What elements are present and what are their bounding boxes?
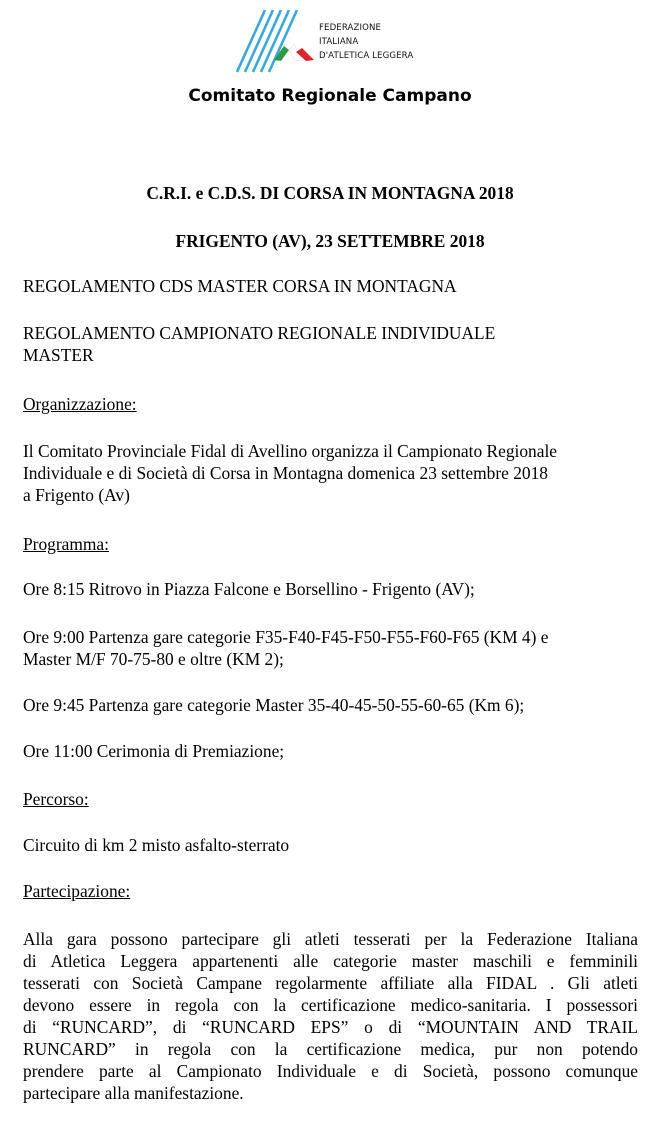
- organizzazione-paragraph: [23, 440, 638, 506]
- fidal-logo-text: [319, 21, 416, 63]
- partecipazione-line: Alla gara possono partecipare gli atleti tesserati per la Federazione Italiana: [23, 929, 638, 949]
- regolamento-individuale-line1: REGOLAMENTO CAMPIONATO REGIONALE INDIVIDUALE: [23, 323, 496, 343]
- organizzazione-line: a Frigento (Av): [23, 485, 130, 505]
- partecipazione-line: tesserati con Società Campane regolarmente affiliate alla FIDAL . Gli atleti: [23, 973, 638, 993]
- organizzazione-heading: Organizzazione:: [23, 394, 137, 414]
- fidal-blue-stripes: [237, 10, 297, 72]
- organizzazione-line: Il Comitato Provinciale Fidal di Avellino organizza il Campionato Regionale: [23, 441, 558, 461]
- programma-item-premiazione: Ore 11:00 Cerimonia di Premiazione;: [23, 741, 285, 761]
- programma-item-line: Ore 9:00 Partenza gare categorie F35-F40-F45-F50-F55-F60-F65 (KM 4) e: [23, 627, 549, 647]
- programma-item-partenza-femminile: [23, 626, 638, 670]
- partecipazione-line: partecipare alla manifestazione.: [23, 1083, 244, 1103]
- partecipazione-line: devono essere in regola con la certificazione medico-sanitaria. I possessori: [23, 995, 638, 1015]
- event-place-date: FRIGENTO (AV), 23 SETTEMBRE 2018: [175, 231, 485, 251]
- programma-item-ritrovo: Ore 8:15 Ritrovo in Piazza Falcone e Borsellino - Frigento (AV);: [23, 579, 475, 599]
- regolamento-cds: REGOLAMENTO CDS MASTER CORSA IN MONTAGNA: [23, 276, 457, 296]
- partecipazione-line: di “RUNCARD”, di “RUNCARD EPS” o di “MOUNTAIN AND TRAIL: [23, 1017, 638, 1037]
- partecipazione-line: RUNCARD” in regola con la certificazione medica, pur non potendo: [23, 1039, 638, 1059]
- percorso-heading: Percorso:: [23, 789, 89, 809]
- partecipazione-line: prendere parte al Campionato Individuale e di Società, possono comunque: [23, 1061, 638, 1081]
- fidal-logo-line1: FEDERAZIONE ITALIANA: [319, 23, 382, 47]
- fidal-logo: [236, 8, 416, 76]
- partecipazione-paragraph: [23, 928, 638, 1104]
- organizzazione-line: Individuale e di Società di Corsa in Montagna domenica 23 settembre 2018: [23, 463, 548, 483]
- programma-item-partenza-master: Ore 9:45 Partenza gare categorie Master 35-40-45-50-55-60-65 (Km 6);: [23, 695, 525, 715]
- regolamento-individuale: [23, 322, 638, 366]
- fidal-stripes-icon: [236, 8, 320, 76]
- programma-item-line: Master M/F 70-75-80 e oltre (KM 2);: [23, 649, 284, 669]
- partecipazione-heading: Partecipazione:: [23, 881, 131, 901]
- committee-heading: Comitato Regionale Campano: [188, 86, 472, 106]
- percorso-text: Circuito di km 2 misto asfalto-sterrato: [23, 835, 290, 855]
- regolamento-individuale-line2: MASTER: [23, 345, 94, 365]
- fidal-logo-line2: D'ATLETICA LEGGERA: [319, 51, 414, 61]
- event-title: C.R.I. e C.D.S. DI CORSA IN MONTAGNA 2018: [146, 183, 514, 203]
- partecipazione-line: di Atletica Leggera appartenenti alle categorie master maschili e femminili: [23, 951, 638, 971]
- programma-heading: Programma:: [23, 534, 109, 554]
